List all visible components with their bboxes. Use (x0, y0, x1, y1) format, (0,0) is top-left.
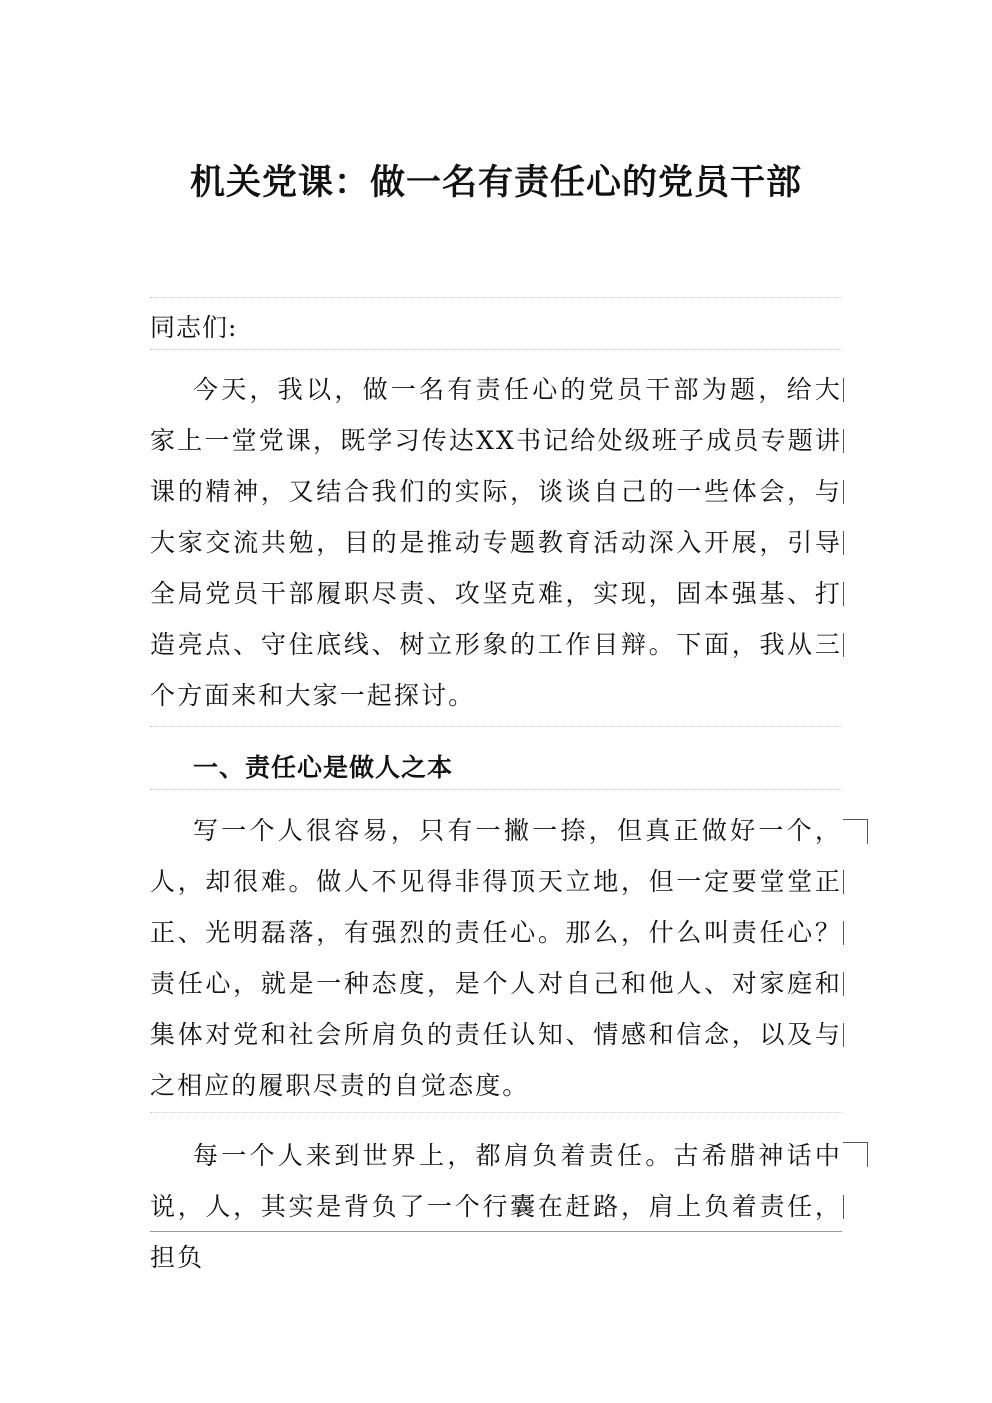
paragraph-boundary (150, 726, 842, 727)
page-bottom-rule (150, 1231, 842, 1232)
body-block-2 (150, 1130, 842, 1283)
line-overflow-marker (843, 1142, 868, 1167)
line-overflow-marker (843, 819, 868, 844)
line-end-marker (843, 582, 844, 606)
salutation-block (150, 302, 842, 353)
intro-paragraph: 今天，我以，做一名有责任心的党员干部为题，给大家上一堂党课，既学习传达XX书记给处级班子成员专题讲课的精神，又结合我们的实际，谈谈自己的一些体会，与大家交流共勉，目的是推动专题教育活动深入开展，引导全局党员干部履职尽责、攻坚克难，实现，固本强基、打造亮点、守住底线、树立形象的工作目辩。下面，我从三个方面来和大家一起探讨。 (150, 375, 842, 710)
body-paragraph: 每一个人来到世界上，都肩负着责任。古希腊神话中说，人，其实是背负了一个行囊在赶路，肩上负着责任，担负 (150, 1141, 842, 1272)
paragraph-boundary (150, 349, 842, 350)
line-end-marker (843, 921, 844, 945)
line-end-marker (843, 870, 844, 894)
line-end-marker (843, 633, 844, 657)
line-end-marker (843, 1023, 844, 1047)
document-title: 机关党课：做一名有责任心的党员干部 (189, 162, 802, 203)
salutation: 同志们: (150, 313, 238, 342)
section-heading: 一、责任心是做人之本 (193, 753, 454, 782)
intro-block (150, 364, 842, 721)
paragraph-boundary (150, 789, 842, 790)
body-block-1 (150, 805, 842, 1111)
section-heading-block (150, 742, 842, 793)
line-end-marker (843, 378, 844, 402)
line-end-marker (843, 531, 844, 555)
line-end-marker (843, 972, 844, 996)
body-paragraph: 写一个人很容易，只有一撇一捺，但真正做好一个，人，却很难。做人不见得非得顶天立地，但一定要堂堂正正、光明磊落，有强烈的责任心。那么，什么叫责任心？责任心，就是一种态度，是个人对自己和他人、对家庭和集体对党和社会所肩负的责任认知、情感和信念，以及与之相应的履职尽责的自觉态度。 (150, 816, 842, 1100)
paragraph-boundary (150, 1112, 842, 1113)
line-end-marker (843, 480, 844, 504)
line-end-marker (843, 429, 844, 453)
line-end-marker (843, 1195, 844, 1219)
paragraph-boundary (150, 297, 842, 298)
